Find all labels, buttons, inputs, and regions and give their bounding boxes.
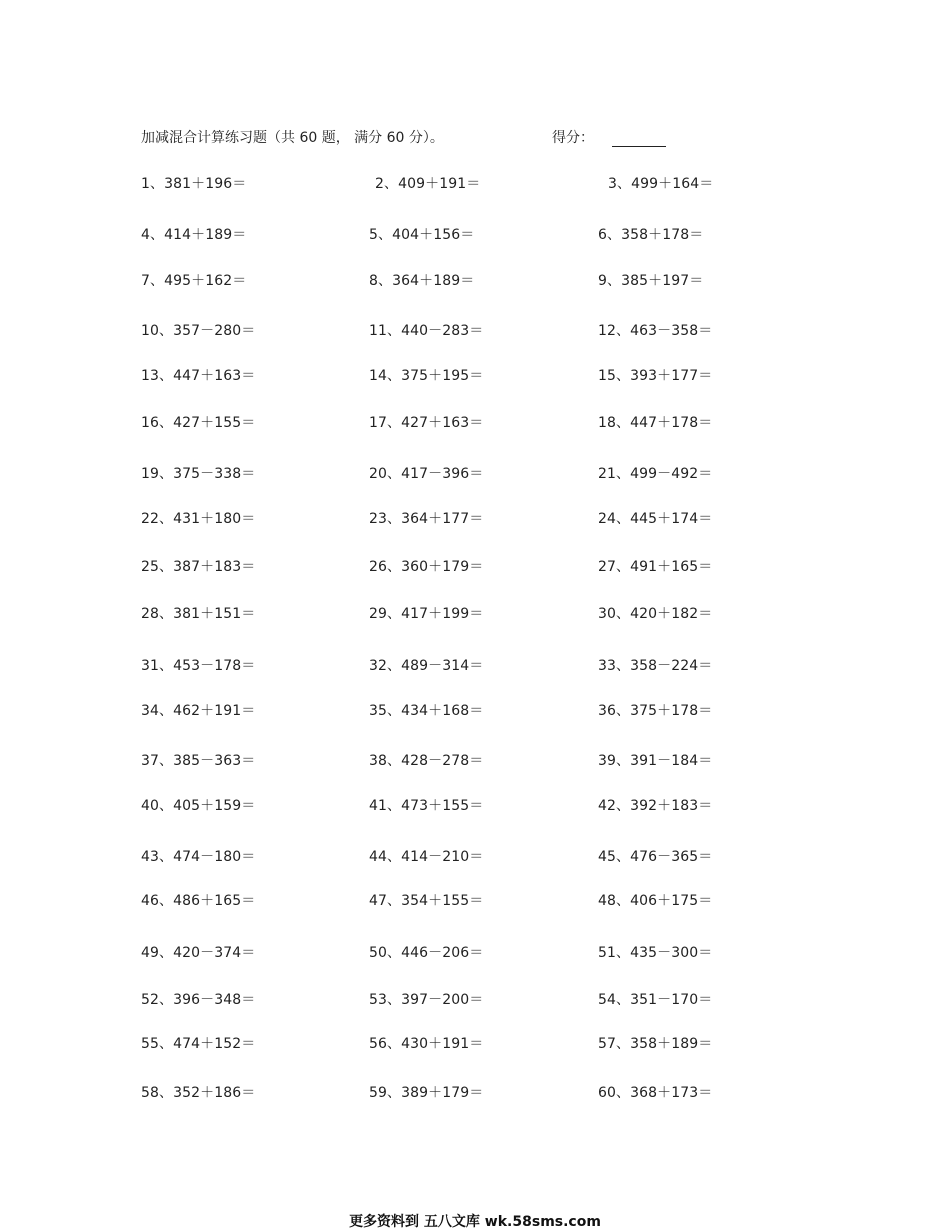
problem-item: 24、445＋174＝ xyxy=(598,511,713,527)
problem-item: 15、393＋177＝ xyxy=(598,368,713,384)
problem-item: 16、427＋155＝ xyxy=(141,415,256,431)
problem-item: 12、463－358＝ xyxy=(598,323,713,339)
problem-item: 56、430＋191＝ xyxy=(369,1036,484,1052)
problem-item: 42、392＋183＝ xyxy=(598,798,713,814)
problem-item: 21、499－492＝ xyxy=(598,466,713,482)
worksheet-header xyxy=(141,127,444,147)
problem-item: 49、420－374＝ xyxy=(141,945,256,961)
problem-item: 14、375＋195＝ xyxy=(369,368,484,384)
problem-item: 28、381＋151＝ xyxy=(141,606,256,622)
problem-item: 5、404＋156＝ xyxy=(369,227,475,243)
problem-item: 39、391－184＝ xyxy=(598,753,713,769)
problem-item: 60、368＋173＝ xyxy=(598,1085,713,1101)
problem-item: 11、440－283＝ xyxy=(369,323,484,339)
problem-item: 17、427＋163＝ xyxy=(369,415,484,431)
problem-item: 43、474－180＝ xyxy=(141,849,256,865)
problem-item: 34、462＋191＝ xyxy=(141,703,256,719)
problem-item: 6、358＋178＝ xyxy=(598,227,704,243)
problem-item: 7、495＋162＝ xyxy=(141,273,247,289)
problem-item: 3、499＋164＝ xyxy=(608,176,714,192)
problem-item: 9、385＋197＝ xyxy=(598,273,704,289)
problem-item: 30、420＋182＝ xyxy=(598,606,713,622)
problem-item: 25、387＋183＝ xyxy=(141,559,256,575)
problem-item: 41、473＋155＝ xyxy=(369,798,484,814)
problem-item: 55、474＋152＝ xyxy=(141,1036,256,1052)
problem-item: 38、428－278＝ xyxy=(369,753,484,769)
problem-item: 18、447＋178＝ xyxy=(598,415,713,431)
problem-item: 52、396－348＝ xyxy=(141,992,256,1008)
score-field xyxy=(552,127,666,147)
problem-item: 54、351－170＝ xyxy=(598,992,713,1008)
problem-item: 4、414＋189＝ xyxy=(141,227,247,243)
problem-item: 33、358－224＝ xyxy=(598,658,713,674)
problem-item: 8、364＋189＝ xyxy=(369,273,475,289)
problem-item: 26、360＋179＝ xyxy=(369,559,484,575)
problem-item: 10、357－280＝ xyxy=(141,323,256,339)
problem-item: 36、375＋178＝ xyxy=(598,703,713,719)
problem-item: 1、381＋196＝ xyxy=(141,176,247,192)
problem-item: 40、405＋159＝ xyxy=(141,798,256,814)
problem-item: 13、447＋163＝ xyxy=(141,368,256,384)
problem-item: 35、434＋168＝ xyxy=(369,703,484,719)
problem-item: 19、375－338＝ xyxy=(141,466,256,482)
worksheet-title: 加减混合计算练习题（共 60 题， 满分 60 分）。 xyxy=(141,130,444,146)
problem-item: 37、385－363＝ xyxy=(141,753,256,769)
problem-item: 53、397－200＝ xyxy=(369,992,484,1008)
problem-item: 20、417－396＝ xyxy=(369,466,484,482)
problem-item: 32、489－314＝ xyxy=(369,658,484,674)
problem-item: 2、409＋191＝ xyxy=(375,176,481,192)
problem-item: 46、486＋165＝ xyxy=(141,893,256,909)
problem-item: 57、358＋189＝ xyxy=(598,1036,713,1052)
problem-item: 50、446－206＝ xyxy=(369,945,484,961)
problem-item: 27、491＋165＝ xyxy=(598,559,713,575)
problem-item: 29、417＋199＝ xyxy=(369,606,484,622)
score-blank-line xyxy=(612,131,666,147)
footer-watermark: 更多资料到 五八文库 wk.58sms.com xyxy=(349,1214,601,1230)
problem-item: 31、453－178＝ xyxy=(141,658,256,674)
problem-item: 44、414－210＝ xyxy=(369,849,484,865)
problem-item: 51、435－300＝ xyxy=(598,945,713,961)
problem-item: 59、389＋179＝ xyxy=(369,1085,484,1101)
problem-item: 22、431＋180＝ xyxy=(141,511,256,527)
problem-item: 23、364＋177＝ xyxy=(369,511,484,527)
problem-item: 47、354＋155＝ xyxy=(369,893,484,909)
score-label: 得分： xyxy=(552,130,594,146)
problem-item: 58、352＋186＝ xyxy=(141,1085,256,1101)
problem-item: 48、406＋175＝ xyxy=(598,893,713,909)
problem-item: 45、476－365＝ xyxy=(598,849,713,865)
